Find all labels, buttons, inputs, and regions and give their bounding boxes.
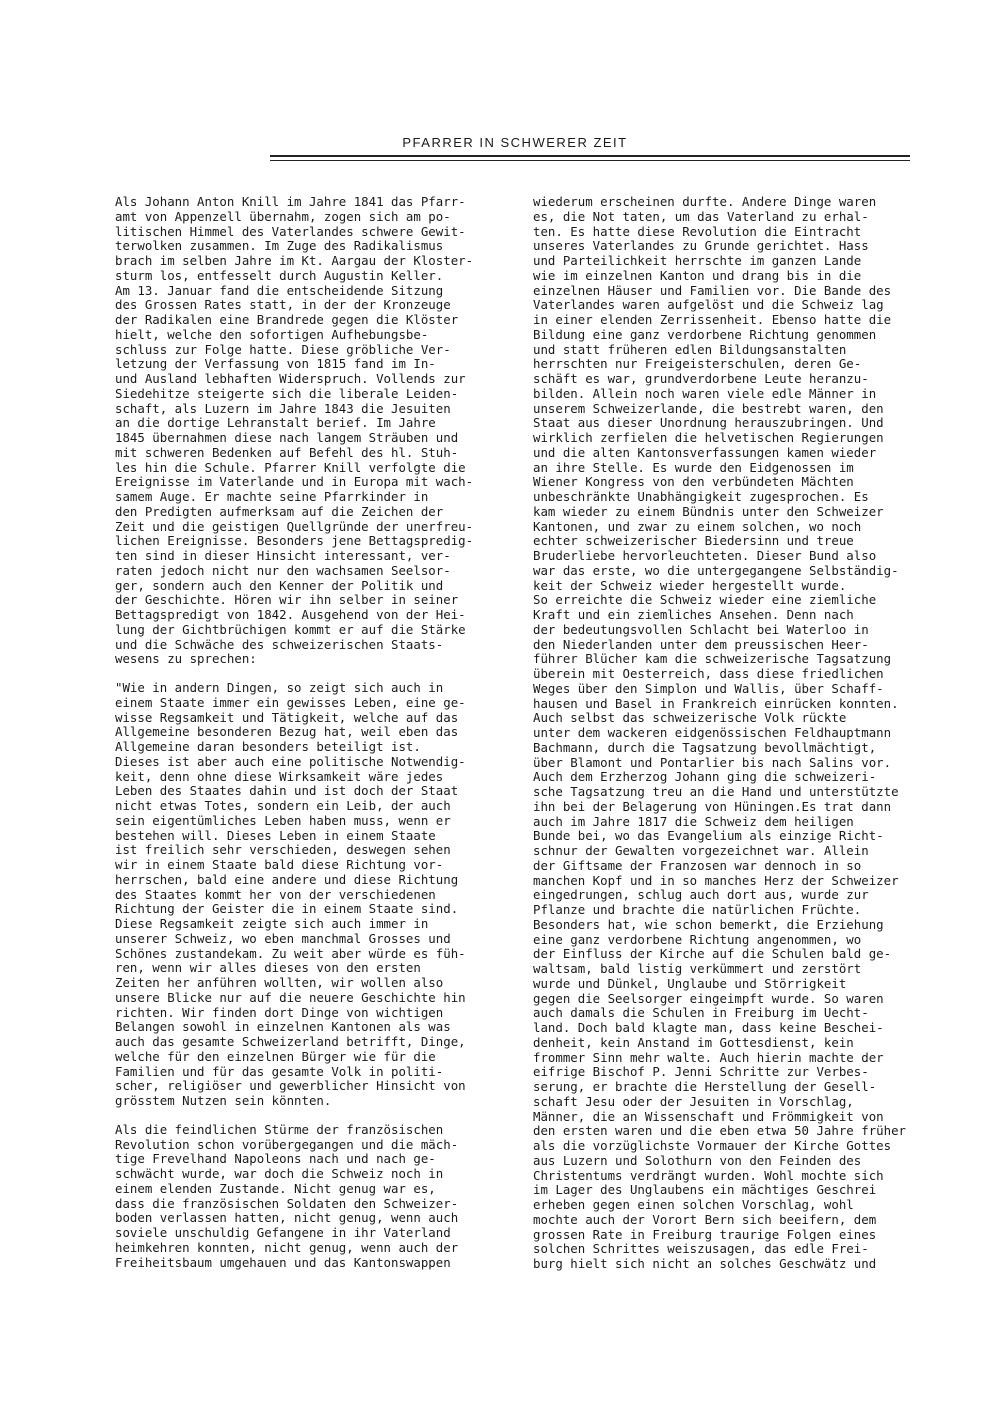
text-line: und Ausland lebhaften Widerspruch. Vollends zur — [115, 371, 466, 386]
text-line: sche Tagsatzung treu an die Hand und unterstützte — [533, 784, 899, 799]
text-line: herrschten nur Freigeisterschulen, deren Ge- — [533, 356, 862, 372]
text-line: Pflanze und brachte die natürlichen Früchte. — [533, 902, 862, 917]
text-line: hausen und Basel in Frankreich einrücken konnten. — [533, 695, 899, 711]
text-line: brach im selben Jahre im Kt. Aargau der Kloster- — [115, 253, 474, 268]
text-line: Schönes zustandekam. Zu weit aber würde es füh- — [115, 945, 466, 961]
text-line: schluss zur Folge hatte. Diese gröbliche Ver- — [115, 341, 451, 357]
text-line: Bunde bei, wo das Evangelium als einzige Richt- — [533, 828, 884, 844]
text-line: den ersten waren und die eben etwa 50 Jahre früher — [533, 1123, 906, 1139]
text-line: mit schweren Bedenken auf Befehl des hl. Stuh- — [115, 444, 459, 460]
text-line: und die Schwäche des schweizerischen Staats- — [115, 636, 444, 652]
text-line: richten. Wir finden dort Dinge von wichtigen — [115, 1004, 444, 1020]
text-line: keit, denn ohne diese Wirksamkeit wäre jedes — [115, 768, 444, 784]
text-line: den Predigten aufmerksam auf die Zeichen der — [115, 503, 444, 519]
text-line: "Wie in andern Dingen, so zeigt sich auch in — [115, 680, 444, 695]
text-line: Ereignisse im Vaterlande und in Europa mit wach- — [115, 474, 474, 490]
text-line: terwolken zusammen. Im Zuge des Radikalismus — [115, 238, 444, 254]
text-line: kam wieder zu einem Bündnis unter den Schweizer — [533, 503, 884, 519]
paragraph-continued — [533, 195, 913, 1272]
text-line: welche für den einzelnen Bürger wie für die — [115, 1048, 436, 1064]
text-line: Bachmann, durch die Tagsatzung bevollmächtigt, — [533, 739, 877, 755]
text-line: sein eigentümliches Leben haben muss, wenn er — [115, 812, 451, 828]
text-line: heimkehren konnten, nicht genug, wenn auch der — [115, 1239, 459, 1255]
text-line: unsere Blicke nur auf die neuere Geschichte hin — [115, 989, 466, 1005]
text-line: schwächt wurde, war doch die Schweiz noch in — [115, 1166, 444, 1181]
text-line: als die vorzüglichste Vormauer der Kirche Gottes — [533, 1138, 892, 1153]
text-line: Weges über den Simplon und Wallis, über Schaff- — [533, 680, 884, 696]
text-line: führer Blücher kam die schweizerische Tagsatzung — [533, 651, 892, 667]
text-line: schnur der Gewalten vorgezeichnet war. Allein — [533, 843, 869, 858]
text-line: einem Staate immer ein gewisses Leben, eine ge- — [115, 694, 466, 710]
right-column — [533, 195, 913, 1272]
text-line: ger, sondern auch den Kenner der Politik und — [115, 577, 444, 593]
text-line: war das erste, wo die untergegangene Selbständig- — [533, 562, 899, 578]
text-line: lichen Ereignisse. Besonders jene Bettagspredig- — [115, 533, 474, 549]
text-line: auch damals die Schulen in Freiburg im Uecht- — [533, 1005, 869, 1021]
text-line: Als die feindlichen Stürme der französischen — [115, 1121, 444, 1137]
text-line: sturm los, entfesselt durch Augustin Keller. — [115, 267, 444, 283]
text-line: Diese Regsamkeit zeigte sich auch immer in — [115, 916, 429, 931]
text-line: einzelnen Häuser und Familien vor. Die Bande des — [533, 282, 892, 298]
text-line: Bettagspredigt von 1842. Ausgehend von der Hei- — [115, 607, 466, 622]
text-line: schäft es war, grundverdorbene Leute heranzu- — [533, 371, 869, 386]
left-column — [115, 195, 495, 1270]
text-line: Männer, die an Wissenschaft und Frömmigkeit von — [533, 1108, 884, 1124]
text-line: raten jedoch nicht nur den wachsamen Seelsor- — [115, 562, 451, 578]
text-line: eine ganz verdorbene Richtung angenommen, wo — [533, 931, 862, 947]
text-line: soviele unschuldig Gefangene in ihr Vaterland — [115, 1225, 451, 1240]
text-line: wie im einzelnen Kanton und drang bis in die — [533, 267, 862, 283]
text-line: echter schweizerischer Biedersinn und treue — [533, 533, 854, 549]
text-line: nicht etwas Totes, sondern ein Leib, der auch — [115, 798, 451, 813]
text-line: bestehen will. Dieses Leben in einem Staate — [115, 827, 436, 843]
text-line: auch im Jahre 1817 die Schweiz dem heiligen — [533, 813, 854, 829]
text-line: unserem Schweizerlande, die bestrebt waren, den — [533, 400, 884, 416]
paragraph-gap — [115, 1109, 495, 1123]
text-line: Zeiten her anführen wollten, wir wollen also — [115, 975, 444, 990]
text-line: wiederum erscheinen durfte. Andere Dinge waren — [533, 194, 877, 209]
text-line: frommer Sinn mehr walte. Auch hierin machte der — [533, 1049, 884, 1065]
text-line: an ihre Stelle. Es wurde den Eidgenossen im — [533, 459, 854, 475]
text-line: Leben des Staates dahin und ist doch der Staat — [115, 783, 459, 799]
text-line: schaft, als Luzern im Jahre 1843 die Jesuiten — [115, 400, 451, 416]
text-line: Freiheitsbaum umgehauen und das Kantonswappen — [115, 1254, 451, 1270]
text-line: wir in einem Staate bald diese Richtung vor- — [115, 857, 444, 872]
text-line: herrschen, bald eine andere und diese Richtung — [115, 871, 459, 887]
text-line: unseres Vaterlandes zu Grunde gerichtet. Hass — [533, 238, 869, 254]
text-line: dass die französischen Soldaten den Schweizer- — [115, 1195, 459, 1211]
text-line: es, die Not taten, um das Vaterland zu erhal- — [533, 208, 869, 224]
text-line: Wiener Kongress von den verbündeten Mächten — [533, 474, 854, 490]
text-line: über Blamont und Pontarlier bis nach Salins vor. — [533, 754, 892, 770]
text-line: Bildung eine ganz verdorbene Richtung genommen — [533, 326, 877, 342]
text-line: auch das gesamte Schweizerland betrifft, Dinge, — [115, 1034, 466, 1049]
text-line: wurde und Dünkel, Unglaube und Störrigkeit — [533, 975, 847, 991]
text-line: letzung der Verfassung von 1815 fand im In- — [115, 356, 436, 372]
text-line: keit der Schweiz wieder hergestellt wurde. — [533, 577, 847, 593]
text-line: und statt früheren edlen Bildungsanstalten — [533, 341, 847, 357]
text-line: mochte auch der Vorort Bern sich beeifern, dem — [533, 1211, 877, 1227]
text-line: samem Auge. Er machte seine Pfarrkinder in — [115, 489, 429, 504]
text-line: amt von Appenzell übernahm, zogen sich am po- — [115, 208, 451, 224]
text-line: 1845 übernahmen diese nach langem Sträuben und — [115, 430, 459, 445]
text-line: Besonders hat, wie schon bemerkt, die Erziehung — [533, 916, 884, 932]
text-line: Allgemeine daran besonders beteiligt ist. — [115, 739, 421, 754]
text-line: des Grossen Rates statt, in der der Kronzeuge — [115, 297, 451, 313]
page-title: PFARRER IN SCHWERER ZEIT — [402, 135, 628, 150]
text-line: ten. Es hatte diese Revolution die Eintracht — [533, 223, 862, 239]
text-line: ren, wenn wir alles dieses von den ersten — [115, 960, 421, 976]
text-line: der Einfluss der Kirche auf die Schulen bald ge- — [533, 946, 892, 962]
text-line: boden verlassen hatten, nicht genug, wenn auch — [115, 1210, 459, 1226]
text-line: Siedehitze steigerte sich die liberale Leiden- — [115, 385, 459, 401]
text-line: So erreichte die Schweiz wieder eine ziemliche — [533, 592, 877, 608]
text-line: les hin die Schule. Pfarrer Knill verfolgte die — [115, 459, 466, 475]
text-line: serung, er brachte die Herstellung der Gesell- — [533, 1079, 877, 1094]
text-line: ihn bei der Belagerung von Hüningen.Es trat dann — [533, 798, 892, 814]
text-line: Richtung der Geister die in einem Staate sind. — [115, 901, 459, 917]
text-line: erheben gegen einen solchen Vorschlag, wohl — [533, 1197, 854, 1212]
text-line: Christentums verdrängt wurden. Wohl mochte sich — [533, 1167, 884, 1183]
text-line: tige Frevelhand Napoleons nach und nach ge- — [115, 1151, 436, 1167]
text-line: der Radikalen eine Brandrede gegen die Klöster — [115, 312, 459, 327]
text-line: eingedrungen, schlug auch dort aus, wurde zur — [533, 887, 869, 903]
paragraph-1 — [115, 195, 495, 667]
text-line: Revolution schon vorübergegangen und die mäch- — [115, 1136, 459, 1152]
paragraph-gap — [115, 667, 495, 681]
text-line: Auch selbst das schweizerische Volk rückte — [533, 710, 847, 726]
text-line: unserer Schweiz, wo eben manchmal Grosses und — [115, 930, 451, 946]
text-line: Staat aus dieser Unordnung herauszubringen. Und — [533, 415, 884, 431]
text-line: Belangen sowohl in einzelnen Kantonen als was — [115, 1019, 451, 1035]
text-line: wesens zu sprechen: — [115, 651, 257, 667]
text-line: land. Doch bald klagte man, dass keine Beschei- — [533, 1020, 884, 1035]
text-line: unter dem wackeren eidgenössischen Feldhauptmann — [533, 725, 892, 740]
text-line: Zeit und die geistigen Quellgründe der unerfreu- — [115, 518, 474, 534]
text-line: und Parteilichkeit herrschte im ganzen Lande — [533, 253, 862, 268]
text-line: litischen Himmel des Vaterlandes schwere Gewit- — [115, 223, 466, 239]
text-line: hielt, welche den sofortigen Aufhebungsbe- — [115, 326, 429, 342]
text-line: grösstem Nutzen sein könnten. — [115, 1093, 332, 1108]
paragraph-3 — [115, 1123, 495, 1271]
text-line: Kraft und ein ziemliches Ansehen. Denn nach — [533, 607, 854, 622]
text-line: Familien und für das gesamte Volk in politi- — [115, 1063, 444, 1079]
text-line: im Lager des Unglaubens ein mächtiges Geschrei — [533, 1182, 877, 1198]
text-line: lung der Gichtbrüchigen kommt er auf die Stärke — [115, 621, 466, 637]
text-line: aus Luzern und Solothurn von den Feinden des — [533, 1152, 862, 1168]
text-line: grossen Rate in Freiburg traurige Folgen eines — [533, 1226, 877, 1242]
text-line: einem elenden Zustande. Nicht genug war es, — [115, 1180, 436, 1196]
text-line: den Niederlanden unter dem preussischen Heer- — [533, 636, 869, 652]
text-line: bilden. Allein noch waren viele edle Männer in — [533, 385, 877, 401]
text-line: wirklich zerfielen die helvetischen Regierungen — [533, 430, 884, 445]
text-line: Am 13. Januar fand die entscheidende Sitzung — [115, 282, 444, 298]
text-line: der Giftsame der Franzosen war dennoch in so — [533, 857, 862, 873]
text-line: in einer elenden Zerrissenheit. Ebenso hatte die — [533, 312, 892, 327]
text-line: Kantonen, und zwar zu einem solchen, wo noch — [533, 518, 862, 534]
text-line: Bruderliebe hervorleuchteten. Dieser Bund also — [533, 548, 877, 563]
text-line: Dieses ist aber auch eine politische Notwendig- — [115, 753, 466, 769]
text-line: überein mit Oesterreich, dass diese friedlichen — [533, 666, 884, 681]
text-line: Als Johann Anton Knill im Jahre 1841 das Pfarr- — [115, 194, 466, 209]
text-line: manchen Kopf und in so manches Herz der Schweizer — [533, 872, 899, 888]
text-line: Allgemeine besonderen Bezug hat, weil eben das — [115, 724, 459, 740]
text-line: Vaterlandes waren aufgelöst und die Schweiz lag — [533, 297, 884, 313]
header-rule — [270, 155, 910, 161]
text-line: waltsam, bald listig verkümmert und zerstört — [533, 961, 862, 976]
text-line: unbeschränkte Unabhängigkeit zugesprochen. Es — [533, 489, 869, 504]
text-line: an die dortige Lehranstalt berief. Im Jahre — [115, 415, 436, 431]
text-line: solchen Schrittes weiszusagen, das edle Frei- — [533, 1241, 869, 1257]
text-line: schaft Jesu oder der Jesuiten in Vorschlag, — [533, 1093, 854, 1109]
text-line: Auch dem Erzherzog Johann ging die schweizeri- — [533, 769, 877, 785]
text-line: der Geschichte. Hören wir ihn selber in seiner — [115, 592, 459, 608]
text-line: ist freilich sehr verschieden, deswegen sehen — [115, 842, 451, 858]
text-line: burg hielt sich nicht an solches Geschwätz und — [533, 1256, 877, 1271]
text-line: der bedeutungsvollen Schlacht bei Waterloo in — [533, 621, 869, 637]
text-line: wisse Regsamkeit und Tätigkeit, welche auf das — [115, 709, 459, 725]
paragraph-2-quote — [115, 681, 495, 1109]
text-line: gegen die Seelsorger eingeimpft wurde. So waren — [533, 990, 884, 1006]
text-line: ten sind in dieser Hinsicht interessant, ver- — [115, 548, 451, 563]
text-line: scher, religiöser und gewerblicher Hinsicht von — [115, 1078, 466, 1094]
text-line: und die alten Kantonsverfassungen kamen wieder — [533, 444, 877, 460]
text-line: des Staates kommt her von der verschiedenen — [115, 886, 436, 902]
text-line: eifrige Bischof P. Jenni Schritte zur Verbes- — [533, 1064, 869, 1080]
text-line: denheit, kein Anstand im Gottesdienst, kein — [533, 1034, 854, 1050]
